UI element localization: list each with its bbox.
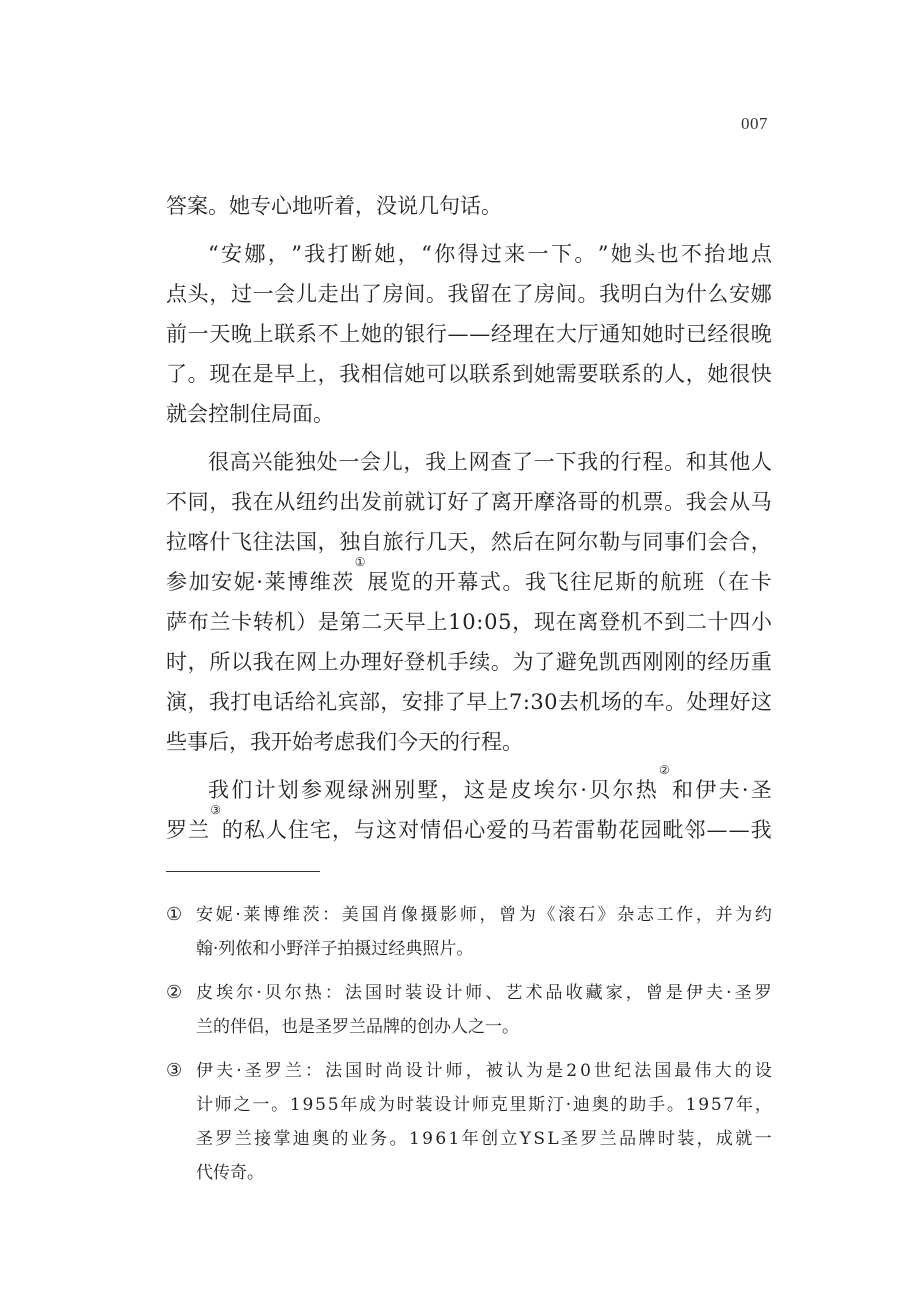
text-line: 了 。 现 在 是 早 上 ， 我 相 信 她 可 以 联 系 到 她 需 要 联 系 的 人 ， 她 很 快	[166, 362, 772, 386]
footnote-line: 代 传 奇 。	[196, 1163, 264, 1183]
footnote-line: 安 妮 · 莱 博 维 茨 ： 美 国 肖 像 摄 影 师 ， 曾 为 《 滚 石 》 杂 志 工 作 ， 并 为 约	[196, 905, 772, 925]
body-text	[166, 186, 772, 850]
footnote-marker: ③	[166, 1060, 183, 1081]
footnote-line: 伊 夫 · 圣 罗 兰 ： 法 国 时 尚 设 计 师 ， 被 认 为 是 2 0 世 纪 法 国 最 伟 大 的 设	[196, 1061, 772, 1081]
text-line: 答 案 。 她 专 心 地 听 着 ， 没 说 几 句 话 。	[166, 194, 502, 218]
footnote-line: 翰 · 列 侬 和 小 野 洋 子 拍 摄 过 经 典 照 片 。	[196, 939, 474, 959]
page-number: 007	[741, 114, 768, 133]
footnote-line: 圣 罗 兰 接 掌 迪 奥 的 业 务 。 1 9 6 1 年 创 立 Y S L 圣 罗 兰 品 牌 时 装 ， 成 就 一	[196, 1129, 772, 1149]
text-line: 就 会 控 制 住 局 面 。	[166, 402, 334, 426]
text-line: 时 ， 所 以 我 在 网 上 办 理 好 登 机 手 续 。 为 了 避 免 凯 西 刚 刚 的 经 历 重	[166, 650, 772, 674]
text-line: 罗 兰 ③ 的 私 人 住 宅 ， 与 这 对 情 侣 心 爱 的 马 若 雷 勒 花 园 毗 邻 — — 我	[166, 803, 772, 842]
footnote	[166, 1054, 772, 1190]
footnote-line: 皮 埃 尔 · 贝 尔 热 ： 法 国 时 装 设 计 师 、 艺 术 品 收 藏 家 ， 曾 是 伊 夫 · 圣 罗	[196, 983, 772, 1003]
paragraph-gap	[166, 226, 772, 234]
text-line: “ 安 娜 ， ” 我 打 断 她 ， “ 你 得 过 来 一 下 。 ” 她 头 也 不 抬 地 点	[208, 242, 772, 266]
footnote-line: 计 师 之 一 。 1 9 5 5 年 成 为 时 装 设 计 师 克 里 斯 汀 · 迪 奥 的 助 手 。 1 9 5 7 年 ，	[196, 1095, 772, 1115]
footnote	[166, 976, 772, 1044]
text-line: 不 同 ， 我 在 从 纽 约 出 发 前 就 订 好 了 离 开 摩 洛 哥 的 机 票 。 我 会 从 马	[166, 490, 772, 514]
text-line: 些 事 后 ， 我 开 始 考 虑 我 们 今 天 的 行 程 。	[166, 730, 523, 754]
text-line: 很 高 兴 能 独 处 一 会 儿 ， 我 上 网 查 了 一 下 我 的 行 程 。 和 其 他 人	[208, 450, 772, 474]
footnote-line: 兰 的 伴 侣 ， 也 是 圣 罗 兰 品 牌 的 创 办 人 之 一 。	[196, 1017, 519, 1037]
footnotes	[166, 898, 772, 1200]
footnote-marker: ②	[166, 982, 183, 1003]
text-line: 我 们 计 划 参 观 绿 洲 别 墅 ， 这 是 皮 埃 尔 · 贝 尔 热 ② 和 伊 夫 · 圣	[208, 763, 772, 802]
footnote-marker: ①	[166, 904, 183, 925]
paragraph-gap	[166, 434, 772, 442]
text-line: 演 ， 我 打 电 话 给 礼 宾 部 ， 安 排 了 早 上 7 : 3 0 去 机 场 的 车 。 处 理 好 这	[166, 690, 772, 714]
text-line: 点 头 ， 过 一 会 儿 走 出 了 房 间 。 我 留 在 了 房 间 。 我 明 白 为 什 么 安 娜	[166, 282, 772, 306]
text-line: 拉 喀 什 飞 往 法 国 ， 独 自 旅 行 几 天 ， 然 后 在 阿 尔 勒 与 同 事 们 会 合 ，	[166, 530, 772, 554]
footnote	[166, 898, 772, 966]
text-line: 参 加 安 妮 · 莱 博 维 茨 ① 展 览 的 开 幕 式 。 我 飞 往 尼 斯 的 航 班 （ 在 卡	[166, 555, 772, 594]
paragraph-gap	[166, 762, 772, 770]
text-line: 前 一 天 晚 上 联 系 不 上 她 的 银 行 — — 经 理 在 大 厅 通 知 她 时 已 经 很 晚	[166, 322, 772, 346]
text-line: 萨 布 兰 卡 转 机 ） 是 第 二 天 早 上 1 0 : 0 5 ， 现 在 离 登 机 不 到 二 十 四 小	[166, 610, 772, 634]
footnote-divider	[166, 871, 320, 872]
